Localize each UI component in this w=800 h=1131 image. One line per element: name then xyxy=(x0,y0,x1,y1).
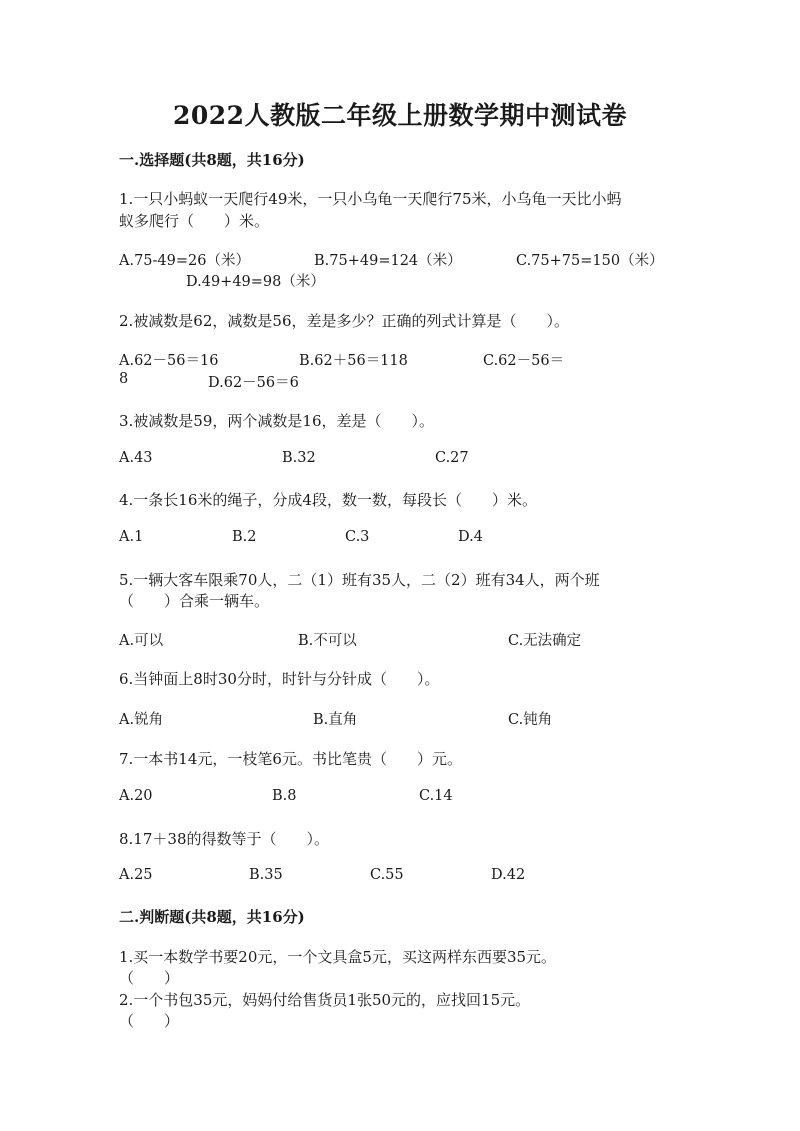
question-2-option-c: C.62－56＝ xyxy=(483,353,565,369)
question-5-option-c: C.无法确定 xyxy=(508,633,582,649)
question-1-option-a: A.75-49=26（米） xyxy=(119,253,250,269)
page-title: 2022人教版二年级上册数学期中测试卷 xyxy=(172,101,628,130)
question-6-line-1: 6.当钟面上8时30分时，时针与分针成（ ）。 xyxy=(119,670,440,688)
question-7-line-1: 7.一本书14元，一枝笔6元。书比笔贵（ ）元。 xyxy=(119,750,462,768)
section-heading-judge: 二.判断题(共8题，共16分) xyxy=(119,908,305,926)
judge-question-1-answer-blank: （ ） xyxy=(119,969,180,987)
question-8-option-d: D.42 xyxy=(491,867,526,883)
question-7-option-b: B.8 xyxy=(272,788,297,804)
question-2-option-c-cont: 8 xyxy=(119,371,129,387)
question-8-option-b: B.35 xyxy=(249,867,283,883)
question-5-line-1: 5.一辆大客车限乘70人，二（1）班有35人，二（2）班有34人，两个班 xyxy=(119,571,600,589)
question-7-option-c: C.14 xyxy=(419,788,453,804)
question-2-option-d: D.62－56＝6 xyxy=(208,375,299,391)
question-4-option-c: C.3 xyxy=(345,529,370,545)
judge-question-1-line-1: 1.买一本数学书要20元，一个文具盒5元，买这两样东西要35元。 xyxy=(119,948,557,966)
question-1-line-1: 1.一只小蚂蚁一天爬行49米，一只小乌龟一天爬行75米，小乌龟一天比小蚂 xyxy=(119,190,622,208)
question-1-option-b: B.75+49=124（米） xyxy=(314,253,462,269)
question-5-option-b: B.不可以 xyxy=(298,633,357,649)
question-2-option-a: A.62－56＝16 xyxy=(119,353,219,369)
section-heading-choice: 一.选择题(共8题，共16分) xyxy=(119,151,305,169)
judge-question-2-line-1: 2.一个书包35元，妈妈付给售货员1张50元的，应找回15元。 xyxy=(119,991,531,1009)
question-4-option-d: D.4 xyxy=(458,529,483,545)
question-7-option-a: A.20 xyxy=(119,788,153,804)
question-8-option-a: A.25 xyxy=(119,867,153,883)
question-5-line-2: （ ）合乘一辆车。 xyxy=(119,592,270,610)
question-2-option-b: B.62＋56＝118 xyxy=(299,353,408,369)
question-5-option-a: A.可以 xyxy=(119,633,164,649)
question-8-line-1: 8.17＋38的得数等于（ ）。 xyxy=(119,830,329,848)
question-3-option-a: A.43 xyxy=(119,450,153,466)
question-6-option-c: C.钝角 xyxy=(508,712,553,728)
question-4-option-a: A.1 xyxy=(119,529,144,545)
question-3-line-1: 3.被减数是59，两个减数是16，差是（ ）。 xyxy=(119,412,434,430)
question-6-option-a: A.锐角 xyxy=(119,712,164,728)
question-1-option-d: D.49+49=98（米） xyxy=(186,274,325,290)
question-3-option-b: B.32 xyxy=(282,450,316,466)
question-4-line-1: 4.一条长16米的绳子，分成4段，数一数，每段长（ ）米。 xyxy=(119,491,537,509)
question-1-option-c: C.75+75=150（米） xyxy=(516,253,664,269)
question-3-option-c: C.27 xyxy=(435,450,469,466)
question-6-option-b: B.直角 xyxy=(313,712,358,728)
question-1-line-2: 蚁多爬行（ ）米。 xyxy=(119,212,270,230)
question-8-option-c: C.55 xyxy=(370,867,404,883)
question-4-option-b: B.2 xyxy=(232,529,257,545)
question-2-line-1: 2.被减数是62，减数是56，差是多少？正确的列式计算是（ ）。 xyxy=(119,312,569,330)
judge-question-2-answer-blank: （ ） xyxy=(119,1012,180,1030)
